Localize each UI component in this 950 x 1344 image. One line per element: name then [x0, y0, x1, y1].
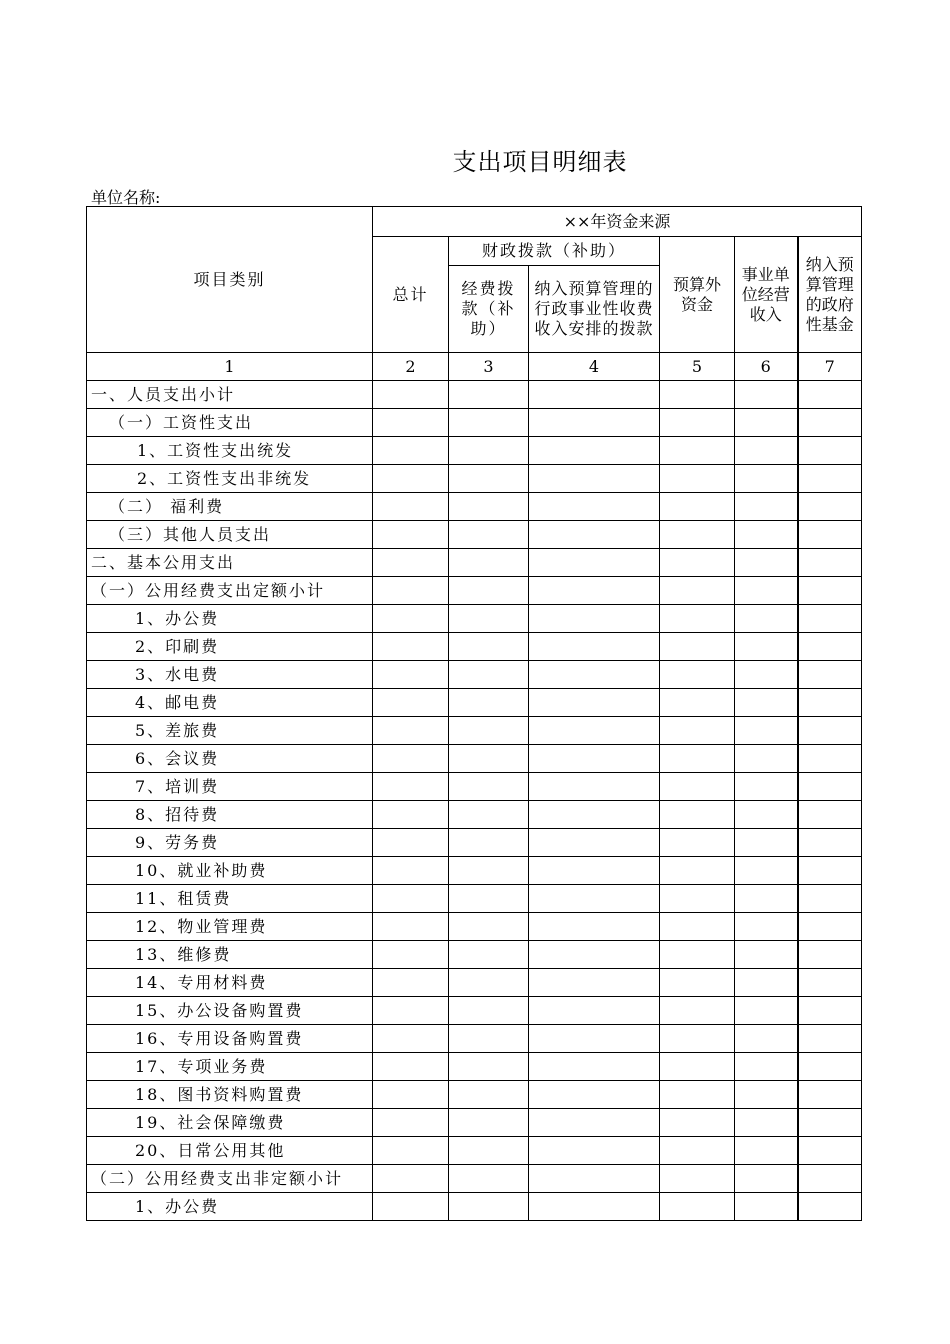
value-cell[interactable] [660, 1025, 735, 1053]
value-cell[interactable] [449, 885, 529, 913]
value-cell[interactable] [529, 801, 660, 829]
value-cell[interactable] [660, 605, 735, 633]
table-row [87, 745, 862, 773]
row-label-cell [87, 745, 373, 773]
value-cell[interactable] [449, 997, 529, 1025]
table-row [87, 465, 862, 493]
value-cell[interactable] [373, 1109, 449, 1137]
value-cell[interactable] [735, 605, 798, 633]
value-cell[interactable] [798, 857, 862, 885]
row-label-cell [87, 1165, 373, 1193]
value-cell[interactable] [449, 409, 529, 437]
value-cell[interactable] [735, 1137, 798, 1165]
table-row [87, 829, 862, 857]
value-cell[interactable] [449, 745, 529, 773]
value-cell[interactable] [735, 437, 798, 465]
table-row [87, 661, 862, 689]
table-row [87, 549, 862, 577]
value-cell[interactable] [373, 829, 449, 857]
value-cell[interactable] [529, 689, 660, 717]
header-business-income: 事业单位经营收入 [735, 237, 798, 353]
value-cell[interactable] [449, 717, 529, 745]
row-label-cell [87, 997, 373, 1025]
value-cell[interactable] [735, 857, 798, 885]
value-cell[interactable] [529, 1165, 660, 1193]
row-label: （一）公用经费支出定额小计 [91, 580, 326, 600]
expenditure-table [86, 206, 862, 1221]
table-row [87, 437, 862, 465]
value-cell[interactable] [798, 549, 862, 577]
row-label: 二、基本公用支出 [91, 552, 236, 572]
row-label-cell [87, 717, 373, 745]
value-cell[interactable] [449, 913, 529, 941]
value-cell[interactable] [660, 773, 735, 801]
row-label-cell [87, 1025, 373, 1053]
value-cell[interactable] [735, 745, 798, 773]
value-cell[interactable] [449, 1165, 529, 1193]
column-number: 2 [373, 353, 449, 381]
row-label-cell [87, 913, 373, 941]
value-cell[interactable] [798, 1193, 862, 1221]
row-label: 14、专用材料费 [135, 972, 268, 992]
row-label: 6、会议费 [135, 748, 220, 768]
value-cell[interactable] [660, 829, 735, 857]
table-row [87, 689, 862, 717]
value-cell[interactable] [798, 941, 862, 969]
value-cell[interactable] [529, 605, 660, 633]
value-cell[interactable] [660, 689, 735, 717]
row-label: 15、办公设备购置费 [135, 1000, 304, 1020]
value-cell[interactable] [660, 885, 735, 913]
value-cell[interactable] [798, 577, 862, 605]
value-cell[interactable] [373, 689, 449, 717]
row-label: 17、专项业务费 [135, 1056, 268, 1076]
row-label: 1、工资性支出统发 [137, 440, 294, 460]
value-cell[interactable] [373, 521, 449, 549]
column-number: 3 [449, 353, 529, 381]
value-cell[interactable] [735, 409, 798, 437]
value-cell[interactable] [660, 913, 735, 941]
header-admin-fee-allocation: 纳入预算管理的行政事业性收费收入安排的拨款 [529, 266, 660, 353]
column-number: 5 [660, 353, 735, 381]
value-cell[interactable] [449, 801, 529, 829]
value-cell[interactable] [798, 1025, 862, 1053]
row-label-cell [87, 465, 373, 493]
row-label: 19、社会保障缴费 [135, 1112, 286, 1132]
row-label: 9、劳务费 [135, 832, 220, 852]
header-project-category: 项目类别 [87, 207, 373, 353]
value-cell[interactable] [735, 1025, 798, 1053]
value-cell[interactable] [798, 689, 862, 717]
value-cell[interactable] [660, 661, 735, 689]
row-label: （三）其他人员支出 [109, 524, 272, 544]
row-label: 13、维修费 [135, 944, 232, 964]
value-cell[interactable] [529, 997, 660, 1025]
value-cell[interactable] [373, 661, 449, 689]
column-number: 1 [87, 353, 373, 381]
header-extra-budget: 预算外资金 [660, 237, 735, 353]
row-label: 2、工资性支出非统发 [137, 468, 312, 488]
value-cell[interactable] [735, 941, 798, 969]
row-label-cell [87, 773, 373, 801]
value-cell[interactable] [798, 521, 862, 549]
value-cell[interactable] [373, 717, 449, 745]
value-cell[interactable] [735, 521, 798, 549]
table-row [87, 997, 862, 1025]
header-fund-allocation: 经费拨款（补助） [449, 266, 529, 353]
value-cell[interactable] [373, 409, 449, 437]
row-label: 7、培训费 [135, 776, 220, 796]
value-cell[interactable] [735, 465, 798, 493]
row-label-cell [87, 409, 373, 437]
value-cell[interactable] [660, 1193, 735, 1221]
row-label: 一、人员支出小计 [91, 384, 236, 404]
value-cell[interactable] [798, 661, 862, 689]
value-cell[interactable] [735, 633, 798, 661]
value-cell[interactable] [660, 493, 735, 521]
value-cell[interactable] [735, 969, 798, 997]
value-cell[interactable] [529, 1081, 660, 1109]
table-row [87, 1109, 862, 1137]
value-cell[interactable] [798, 633, 862, 661]
value-cell[interactable] [735, 661, 798, 689]
row-label: 8、招待费 [135, 804, 220, 824]
value-cell[interactable] [529, 1109, 660, 1137]
value-cell[interactable] [660, 1165, 735, 1193]
value-cell[interactable] [373, 577, 449, 605]
table-row [87, 801, 862, 829]
table-row [87, 493, 862, 521]
value-cell[interactable] [660, 745, 735, 773]
row-label-cell [87, 633, 373, 661]
column-number: 6 [735, 353, 798, 381]
value-cell[interactable] [660, 521, 735, 549]
value-cell[interactable] [373, 633, 449, 661]
value-cell[interactable] [798, 1053, 862, 1081]
column-number: 7 [798, 353, 862, 381]
value-cell[interactable] [449, 829, 529, 857]
value-cell[interactable] [449, 577, 529, 605]
value-cell[interactable] [660, 465, 735, 493]
row-label-cell [87, 1137, 373, 1165]
row-label-cell [87, 549, 373, 577]
value-cell[interactable] [798, 1109, 862, 1137]
value-cell[interactable] [373, 745, 449, 773]
value-cell[interactable] [660, 857, 735, 885]
table-row [87, 969, 862, 997]
value-cell[interactable] [449, 521, 529, 549]
row-label-cell [87, 829, 373, 857]
value-cell[interactable] [529, 773, 660, 801]
value-cell[interactable] [660, 381, 735, 409]
value-cell[interactable] [529, 913, 660, 941]
row-label-cell [87, 941, 373, 969]
value-cell[interactable] [798, 605, 862, 633]
value-cell[interactable] [529, 661, 660, 689]
value-cell[interactable] [798, 997, 862, 1025]
value-cell[interactable] [798, 409, 862, 437]
value-cell[interactable] [529, 549, 660, 577]
row-label-cell [87, 577, 373, 605]
value-cell[interactable] [529, 465, 660, 493]
table-row [87, 773, 862, 801]
document-title: 支出项目明细表 [452, 148, 628, 176]
row-label-cell [87, 493, 373, 521]
value-cell[interactable] [660, 549, 735, 577]
value-cell[interactable] [529, 521, 660, 549]
value-cell[interactable] [373, 381, 449, 409]
table-row [87, 521, 862, 549]
value-cell[interactable] [798, 801, 862, 829]
value-cell[interactable] [798, 1137, 862, 1165]
row-label: 1、办公费 [135, 608, 220, 628]
header-fiscal-allocation: 财政拨款（补助） [449, 237, 660, 266]
value-cell[interactable] [373, 857, 449, 885]
row-label-cell [87, 689, 373, 717]
value-cell[interactable] [449, 1025, 529, 1053]
value-cell[interactable] [373, 493, 449, 521]
value-cell[interactable] [529, 1193, 660, 1221]
value-cell[interactable] [449, 549, 529, 577]
value-cell[interactable] [798, 773, 862, 801]
value-cell[interactable] [735, 577, 798, 605]
row-label-cell [87, 661, 373, 689]
row-label-cell [87, 857, 373, 885]
value-cell[interactable] [660, 969, 735, 997]
value-cell[interactable] [735, 885, 798, 913]
value-cell[interactable] [735, 1053, 798, 1081]
value-cell[interactable] [449, 381, 529, 409]
row-label: 5、差旅费 [135, 720, 220, 740]
row-label: （二）公用经费支出非定额小计 [91, 1168, 344, 1188]
row-label-cell [87, 801, 373, 829]
table-row [87, 577, 862, 605]
value-cell[interactable] [449, 969, 529, 997]
table-row [87, 885, 862, 913]
value-cell[interactable] [373, 969, 449, 997]
row-label: 2、印刷费 [135, 636, 220, 656]
value-cell[interactable] [373, 1193, 449, 1221]
value-cell[interactable] [798, 437, 862, 465]
header-funding-source: ××年资金来源 [373, 207, 862, 237]
unit-name-label: 单位名称: [91, 188, 161, 207]
table-row [87, 409, 862, 437]
value-cell[interactable] [798, 493, 862, 521]
value-cell[interactable] [735, 1193, 798, 1221]
header-gov-fund: 纳入预算管理的政府性基金 [798, 237, 862, 353]
value-cell[interactable] [735, 1165, 798, 1193]
table-row [87, 941, 862, 969]
value-cell[interactable] [449, 633, 529, 661]
value-cell[interactable] [798, 913, 862, 941]
value-cell[interactable] [449, 689, 529, 717]
value-cell[interactable] [660, 1137, 735, 1165]
value-cell[interactable] [735, 493, 798, 521]
value-cell[interactable] [449, 437, 529, 465]
value-cell[interactable] [449, 857, 529, 885]
table-row [87, 913, 862, 941]
value-cell[interactable] [373, 437, 449, 465]
value-cell[interactable] [660, 633, 735, 661]
value-cell[interactable] [449, 941, 529, 969]
row-label: 1、办公费 [135, 1196, 220, 1216]
value-cell[interactable] [660, 997, 735, 1025]
value-cell[interactable] [529, 1137, 660, 1165]
value-cell[interactable] [373, 1165, 449, 1193]
table-row [87, 1165, 862, 1193]
table-row [87, 1137, 862, 1165]
row-label-cell [87, 437, 373, 465]
value-cell[interactable] [735, 717, 798, 745]
value-cell[interactable] [735, 829, 798, 857]
value-cell[interactable] [529, 577, 660, 605]
value-cell[interactable] [529, 969, 660, 997]
row-label: （二） 福利费 [109, 496, 225, 516]
value-cell[interactable] [529, 941, 660, 969]
value-cell[interactable] [798, 969, 862, 997]
value-cell[interactable] [449, 493, 529, 521]
value-cell[interactable] [449, 465, 529, 493]
value-cell[interactable] [529, 717, 660, 745]
row-label-cell [87, 1193, 373, 1221]
value-cell[interactable] [735, 549, 798, 577]
value-cell[interactable] [660, 1109, 735, 1137]
value-cell[interactable] [373, 801, 449, 829]
value-cell[interactable] [373, 997, 449, 1025]
value-cell[interactable] [529, 1025, 660, 1053]
row-label: 18、图书资料购置费 [135, 1084, 304, 1104]
value-cell[interactable] [529, 857, 660, 885]
row-label: 4、邮电费 [135, 692, 220, 712]
value-cell[interactable] [798, 885, 862, 913]
row-label: 20、日常公用其他 [135, 1140, 286, 1160]
value-cell[interactable] [660, 1053, 735, 1081]
value-cell[interactable] [449, 1081, 529, 1109]
value-cell[interactable] [373, 913, 449, 941]
value-cell[interactable] [373, 773, 449, 801]
table-row [87, 717, 862, 745]
table-row [87, 633, 862, 661]
row-label: 16、专用设备购置费 [135, 1028, 304, 1048]
row-label-cell [87, 521, 373, 549]
value-cell[interactable] [660, 437, 735, 465]
value-cell[interactable] [373, 1137, 449, 1165]
value-cell[interactable] [449, 661, 529, 689]
value-cell[interactable] [373, 605, 449, 633]
table-row [87, 857, 862, 885]
table-row [87, 381, 862, 409]
value-cell[interactable] [373, 941, 449, 969]
value-cell[interactable] [529, 493, 660, 521]
value-cell[interactable] [373, 549, 449, 577]
row-label: 3、水电费 [135, 664, 220, 684]
row-label: 12、物业管理费 [135, 916, 268, 936]
value-cell[interactable] [529, 885, 660, 913]
value-cell[interactable] [798, 717, 862, 745]
value-cell[interactable] [798, 381, 862, 409]
value-cell[interactable] [735, 1109, 798, 1137]
value-cell[interactable] [449, 1137, 529, 1165]
value-cell[interactable] [529, 633, 660, 661]
row-label: （一）工资性支出 [109, 412, 254, 432]
row-label-cell [87, 1053, 373, 1081]
value-cell[interactable] [798, 1165, 862, 1193]
value-cell[interactable] [798, 1081, 862, 1109]
value-cell[interactable] [798, 745, 862, 773]
header-total: 总计 [373, 237, 449, 353]
value-cell[interactable] [373, 885, 449, 913]
value-cell[interactable] [529, 829, 660, 857]
table-row [87, 1081, 862, 1109]
row-label-cell [87, 605, 373, 633]
value-cell[interactable] [373, 465, 449, 493]
row-label-cell [87, 381, 373, 409]
value-cell[interactable] [798, 465, 862, 493]
value-cell[interactable] [735, 997, 798, 1025]
value-cell[interactable] [735, 689, 798, 717]
value-cell[interactable] [449, 1053, 529, 1081]
row-label-cell [87, 969, 373, 997]
value-cell[interactable] [373, 1053, 449, 1081]
table-row [87, 1025, 862, 1053]
value-cell[interactable] [735, 381, 798, 409]
value-cell[interactable] [449, 1109, 529, 1137]
value-cell[interactable] [529, 409, 660, 437]
value-cell[interactable] [373, 1081, 449, 1109]
value-cell[interactable] [660, 801, 735, 829]
value-cell[interactable] [449, 605, 529, 633]
row-label-cell [87, 1081, 373, 1109]
value-cell[interactable] [529, 1053, 660, 1081]
value-cell[interactable] [529, 381, 660, 409]
row-label: 11、租赁费 [135, 888, 232, 908]
table-row [87, 605, 862, 633]
table-row [87, 1053, 862, 1081]
value-cell[interactable] [735, 1081, 798, 1109]
table-row [87, 1193, 862, 1221]
value-cell[interactable] [373, 1025, 449, 1053]
row-label-cell [87, 1109, 373, 1137]
row-label-cell [87, 885, 373, 913]
value-cell[interactable] [735, 913, 798, 941]
value-cell[interactable] [660, 717, 735, 745]
value-cell[interactable] [798, 829, 862, 857]
value-cell[interactable] [660, 941, 735, 969]
value-cell[interactable] [660, 1081, 735, 1109]
value-cell[interactable] [735, 773, 798, 801]
value-cell[interactable] [735, 801, 798, 829]
column-number: 4 [529, 353, 660, 381]
value-cell[interactable] [660, 577, 735, 605]
value-cell[interactable] [449, 773, 529, 801]
value-cell[interactable] [449, 1193, 529, 1221]
value-cell[interactable] [529, 745, 660, 773]
value-cell[interactable] [529, 437, 660, 465]
value-cell[interactable] [660, 409, 735, 437]
row-label: 10、就业补助费 [135, 860, 268, 880]
